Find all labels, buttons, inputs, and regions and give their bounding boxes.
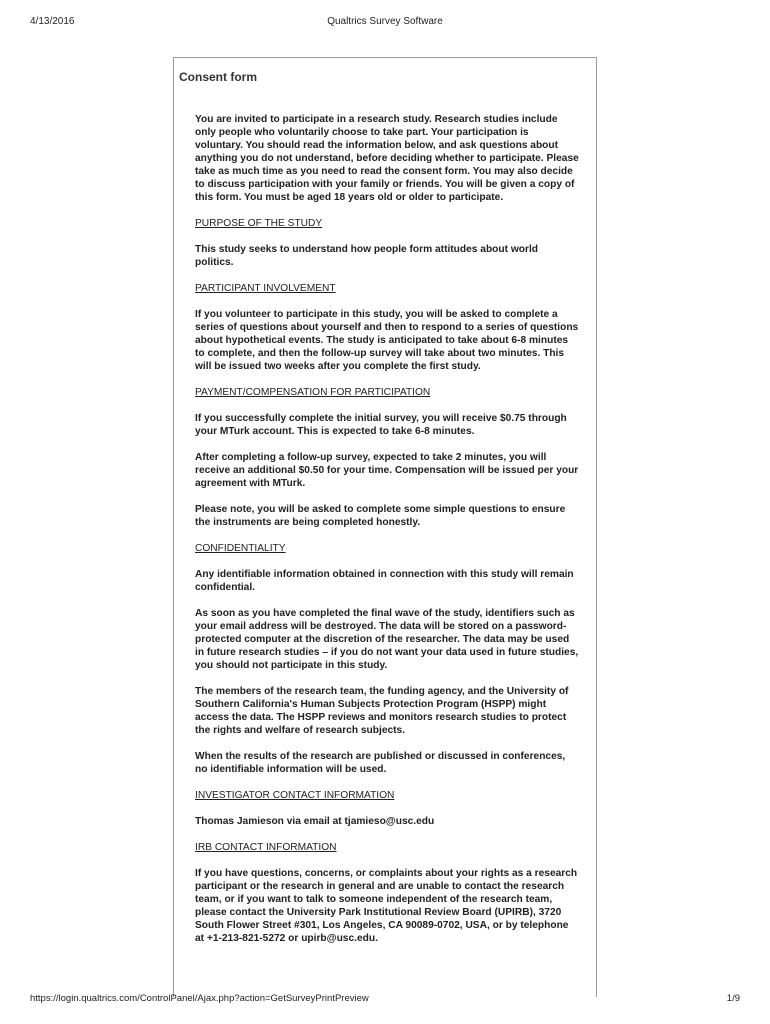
question-container: [173, 57, 597, 997]
section-heading: PAYMENT/COMPENSATION FOR PARTICIPATION: [195, 387, 431, 398]
consent-paragraph: This study seeks to understand how people form attitudes about world politics.: [195, 244, 539, 268]
consent-paragraph: When the results of the research are published or discussed in conferences, no identifiable information will be used.: [195, 751, 566, 775]
consent-paragraph: After completing a follow-up survey, expected to take 2 minutes, you will receive an additional $0.50 for your time. Compensation will be issued per your agreement with MTurk.: [195, 452, 579, 489]
consent-paragraph: Please note, you will be asked to complete some simple questions to ensure the instruments are being completed honestly.: [195, 504, 566, 528]
page-number: 1/9: [726, 993, 740, 1004]
print-footer: [30, 993, 740, 1007]
consent-paragraph: Any identifiable information obtained in connection with this study will remain confidential.: [195, 569, 574, 593]
print-header: [30, 16, 740, 30]
section-heading: PARTICIPANT INVOLVEMENT: [195, 283, 336, 294]
consent-paragraph: If you have questions, concerns, or complaints about your rights as a research participant or the research in general and are unable to contact the research team, or if you want to talk to someone independent of the research team, please contact the University Park Institutional Review Board (UPIRB), 3720 South Flower Street #301, Los Angeles, CA 90089-0702, USA, or by telephone at +1-213-821-5272 or upirb@usc.edu.: [195, 868, 578, 944]
question-title: Consent form: [179, 70, 257, 84]
print-url: https://login.qualtrics.com/ControlPanel/Ajax.php?action=GetSurveyPrintPreview: [30, 993, 369, 1004]
consent-paragraph: If you successfully complete the initial survey, you will receive $0.75 through your MTurk account. This is expected to take 6-8 minutes.: [195, 413, 567, 437]
consent-paragraph: Thomas Jamieson via email at tjamieso@usc.edu: [195, 816, 435, 827]
section-heading: INVESTIGATOR CONTACT INFORMATION: [195, 790, 395, 801]
section-heading: IRB CONTACT INFORMATION: [195, 842, 337, 853]
print-page-title: Qualtrics Survey Software: [327, 16, 443, 27]
consent-paragraph: If you volunteer to participate in this study, you will be asked to complete a series of questions about yourself and then to respond to a series of questions about hypothetical events. The study is anticipated to take about 6-8 minutes to complete, and then the follow-up survey will take about two minutes. This will be issued two weeks after you complete the first study.: [195, 309, 579, 372]
consent-paragraph: You are invited to participate in a research study. Research studies include only people who voluntarily choose to take part. Your participation is voluntary. You should read the information below, and ask questions about anything you do not understand, before deciding whether to participate. Please take as much time as you need to read the consent form. You may also decide to discuss participation with your family or friends. You will be given a copy of this form. You must be aged 18 years old or older to participate.: [195, 114, 579, 203]
consent-paragraph: As soon as you have completed the final wave of the study, identifiers such as your email address will be destroyed. The data will be stored on a password-protected computer at the discretion of the researcher. The data may be used in future research studies – if you do not want your data used in future studies, you should not participate in this study.: [195, 608, 579, 671]
section-heading: PURPOSE OF THE STUDY: [195, 218, 323, 229]
print-date: 4/13/2016: [30, 16, 75, 27]
section-heading: CONFIDENTIALITY: [195, 543, 286, 554]
question-body: [195, 113, 579, 958]
consent-paragraph: The members of the research team, the funding agency, and the University of Southern California's Human Subjects Protection Program (HSPP) might access the data. The HSPP reviews and monitors research studies to protect the rights and welfare of research subjects.: [195, 686, 569, 736]
